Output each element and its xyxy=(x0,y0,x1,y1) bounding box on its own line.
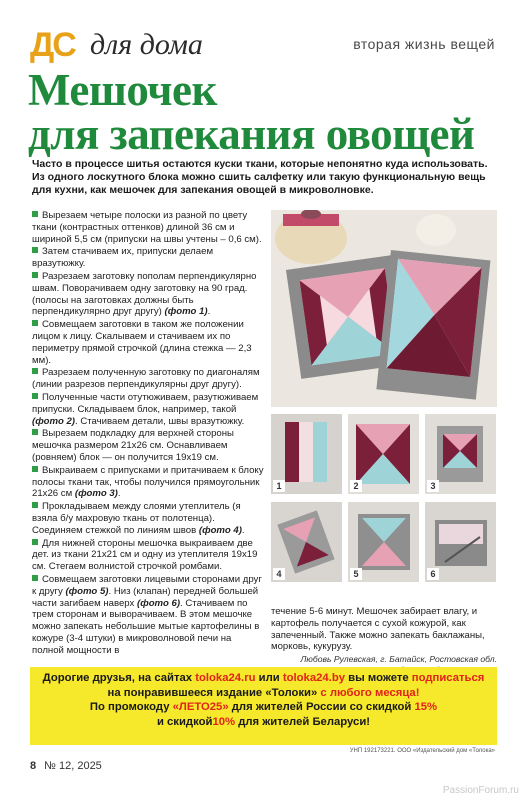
section-rubric: вторая жизнь вещей xyxy=(353,36,495,52)
bullet-icon xyxy=(32,539,38,545)
magazine-header xyxy=(30,28,495,62)
step-item: Вырезаем четыре полоски из разной по цвету ткани (контрастных оттенков) длиной 36 см и шириной 5,5 см (припуски на швы учтены – 0,6 см). xyxy=(32,210,262,245)
page-number: 8 xyxy=(30,760,37,772)
step-photo-6 xyxy=(425,502,496,582)
bullet-icon xyxy=(32,247,38,253)
step-photo-1 xyxy=(271,414,342,494)
promo-line-1: Дорогие друзья, на сайтах toloka24.ru или toloka24.by вы можете подписаться xyxy=(42,672,485,684)
issue-number: № 12, 2025 xyxy=(44,760,102,772)
promo-line-4: и скидкой10% для жителей Беларуси! xyxy=(156,715,371,728)
photo-number: 4 xyxy=(273,568,285,580)
photo-number: 5 xyxy=(350,568,362,580)
step-item: Разрезаем полученную заготовку по диагоналям (линии разрезов перпендикулярны друг другу). xyxy=(32,367,260,391)
article-title xyxy=(28,65,498,159)
bullet-icon xyxy=(32,272,38,278)
author-name: Любовь Рулевская, г. Батайск, Ростовская обл. xyxy=(300,654,497,664)
step-item: Совмещаем заготовки лицевыми сторонами друг к другу (фото 5). Низ (клапан) передней большей части загибаем наверх (фото 6). Стачиваем по трем сторонам и выворачиваем. В этом мешочке можно запекать небольшие мытые картофелины в кожуре (3-4 штуки) в микроволновой печи на полной мощности в xyxy=(32,573,262,656)
step-item: Для нижней стороны мешочка выкраиваем две дет. из ткани 21х21 см и одну из утеплителя 19х19 см. Стегаем волнистой строчкой ромбами. xyxy=(32,537,258,573)
bullet-icon xyxy=(32,466,38,472)
bullet-icon xyxy=(32,393,38,399)
bullet-icon xyxy=(32,502,38,508)
promo-site-link-by[interactable]: toloka24.by xyxy=(282,672,345,684)
photo-number: 3 xyxy=(427,480,439,492)
bullet-icon xyxy=(32,429,38,435)
step-item: Разрезаем заготовку пополам перпендикулярно швам. Поворачиваем одну заготовку на 90 град. (полосы на заготовках должны быть перпендикулярно друг другу) (фото 1). xyxy=(32,270,257,318)
step-photo-2 xyxy=(348,414,419,494)
step-item: Совмещаем заготовки в таком же положении лицом к лицу. Скалываем и стачиваем их по периметру прямой строчкой (длина стежка — 2,3 мм). xyxy=(32,319,252,366)
bullet-icon xyxy=(32,575,38,581)
instructions-column xyxy=(32,210,264,657)
bullet-icon xyxy=(32,211,38,217)
photo-number: 6 xyxy=(427,568,439,580)
watermark: PassionForum.ru xyxy=(442,785,519,796)
publisher-info: УНП 192173221. ООО «Издательский дом «Толока» xyxy=(349,748,495,754)
magazine-subtitle: для дома xyxy=(90,28,203,61)
article-continuation: течение 5-6 минут. Мешочек забирает влагу, и картофель получается с сухой кожурой, как запеченный. Также можно запекать баклажаны, морковь, кукурузу. xyxy=(271,606,485,653)
bullet-icon xyxy=(32,368,38,374)
step-photo-3 xyxy=(425,414,496,494)
step-item: Затем стачиваем их, припуски делаем вразутюжку. xyxy=(32,246,214,270)
step-item: Выкраиваем с припусками и притачиваем к блоку полосы ткани так, чтобы получился прямоугольник 21х26 см (фото 3). xyxy=(32,464,264,500)
step-photo-5 xyxy=(348,502,419,582)
subscription-promo-banner xyxy=(30,667,497,745)
photo-number: 2 xyxy=(350,480,362,492)
article-title-line-1: Мешочек xyxy=(28,65,217,115)
step-item: Вырезаем подкладку для верхней стороны мешочка размером 21х26 см. Оснавливаем (ровняем) блок — он получится 19х19 см. xyxy=(32,428,234,463)
page-footer xyxy=(30,760,102,772)
main-photo xyxy=(271,210,497,407)
patchwork-photo-illustration xyxy=(271,210,497,407)
article-title-line-2: для запекания овощей xyxy=(28,109,475,159)
photo-number: 1 xyxy=(273,480,285,492)
step-item: Полученные части отутюживаем, разутюживаем припуски. Складываем блок, например, такой (фото 2). Стачиваем детали, швы вразутюжку. xyxy=(32,391,259,427)
promo-site-link-ru[interactable]: toloka24.ru xyxy=(195,672,256,684)
article-lead: Часто в процессе шитья остаются куски ткани, которые непонятно куда использовать. Из одного лоскутного блока можно сшить салфетку или такую функциональную вещь для кухни, как мешочек для запекания овощей в микроволновке. xyxy=(32,158,488,196)
bullet-icon xyxy=(32,320,38,326)
promo-line-3: По промокоду «ЛЕТО25» для жителей России со скидкой 15% xyxy=(89,701,438,713)
magazine-logo: ДС xyxy=(30,26,75,64)
step-photo-4 xyxy=(271,502,342,582)
promo-line-2: на понравившееся издание «Толоки» с любого месяца! xyxy=(107,686,420,699)
step-item: Прокладываем между слоями утеплитель (я взяла б/у махровую ткань от полотенца). Соединяем стежкой по линиям швов (фото 4). xyxy=(32,501,245,536)
